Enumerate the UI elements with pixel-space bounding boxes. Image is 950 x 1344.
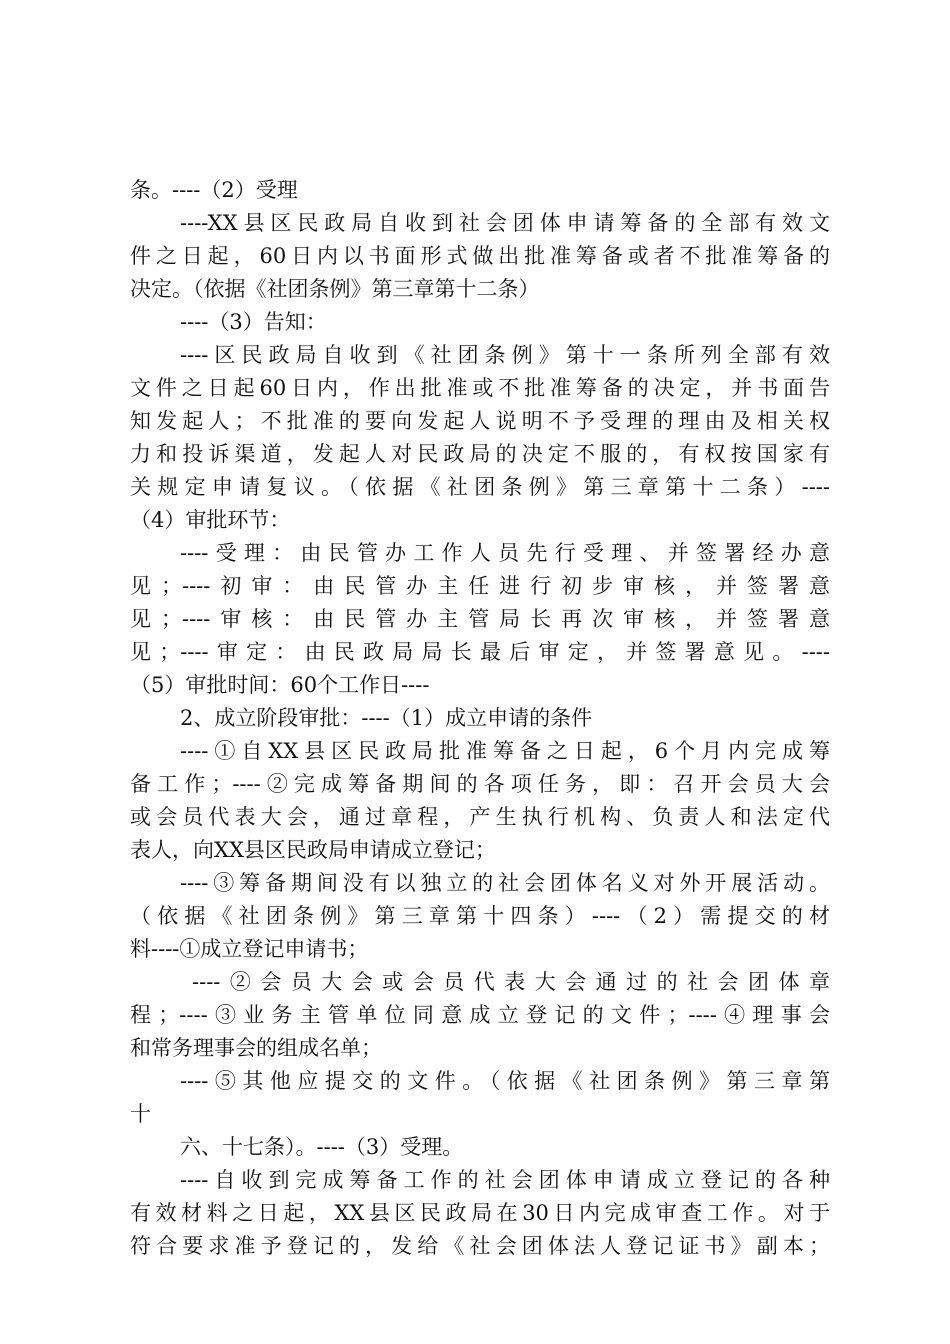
text-line: 关规定申请复议。（依据《社团条例》第三章第十二条）---- (130, 475, 830, 499)
text-line: ----②会员大会或会员代表大会通过的社会团体章 (192, 970, 830, 994)
text-line: ----区民政局自收到《社团条例》第十一条所列全部有效 (180, 343, 830, 367)
text-line: 条。----（2）受理 (130, 178, 298, 202)
text-line: （依据《社团条例》第三章第十四条）----（2）需提交的材 (130, 904, 830, 928)
text-line: 或会员代表大会，通过章程，产生执行机构、负责人和法定代 (130, 805, 830, 829)
text-line: 见；----初审：由民管办主任进行初步审核，并签署意 (130, 574, 830, 598)
text-line: （4）审批环节： (130, 508, 291, 532)
text-line: 和常务理事会的组成名单； (130, 1036, 382, 1060)
text-line: 有效材料之日起，XX县区民政局在30日内完成审查工作。对于 (130, 1201, 830, 1225)
text-line: ----受理：由民管办工作人员先行受理、并签署经办意 (180, 541, 830, 565)
text-line: ----⑤其他应提交的文件。（依据《社团条例》第三章第 (180, 1069, 830, 1093)
text-line: 备工作；----②完成筹备期间的各项任务，即：召开会员大会 (130, 772, 830, 796)
text-line: 决定。（依据《社团条例》第三章第十二条） (130, 277, 540, 301)
text-line: ----XX县区民政局自收到社会团体申请筹备的全部有效文 (180, 211, 830, 235)
text-line: 2、成立阶段审批：----（1）成立申请的条件 (180, 706, 593, 730)
text-line: 力和投诉渠道，发起人对民政局的决定不服的，有权按国家有 (130, 442, 830, 466)
document-body (130, 174, 830, 1263)
text-line: ----（3）告知： (180, 310, 327, 334)
text-line: 见；----审定：由民政局局长最后审定，并签署意见。---- (130, 640, 830, 664)
text-line: 见；----审核：由民管办主管局长再次审核，并签署意 (130, 607, 830, 631)
text-line: ----③筹备期间没有以独立的社会团体名义对外开展活动。 (180, 871, 830, 895)
text-line: 六、十七条）。----（3）受理。 (180, 1135, 464, 1159)
text-line: 件之日起，60日内以书面形式做出批准筹备或者不批准筹备的 (130, 244, 830, 268)
text-line: （5）审批时间：60个工作日---- (130, 673, 430, 697)
text-line: ----自收到完成筹备工作的社会团体申请成立登记的各种 (180, 1168, 830, 1192)
text-line: 十 (130, 1102, 151, 1126)
text-line: 知发起人；不批准的要向发起人说明不予受理的理由及相关权 (130, 409, 830, 433)
text-line: ----①自XX县区民政局批准筹备之日起，6个月内完成筹 (180, 739, 830, 763)
text-line: 料----①成立登记申请书； (130, 937, 369, 961)
text-line: 程；----③业务主管单位同意成立登记的文件；----④理事会 (130, 1003, 830, 1027)
text-line: 表人，向XX县区民政局申请成立登记； (130, 838, 496, 862)
text-line: 文件之日起60日内，作出批准或不批准筹备的决定，并书面告 (130, 376, 830, 400)
text-line: 符合要求准予登记的，发给《社会团体法人登记证书》副本； (130, 1234, 830, 1258)
